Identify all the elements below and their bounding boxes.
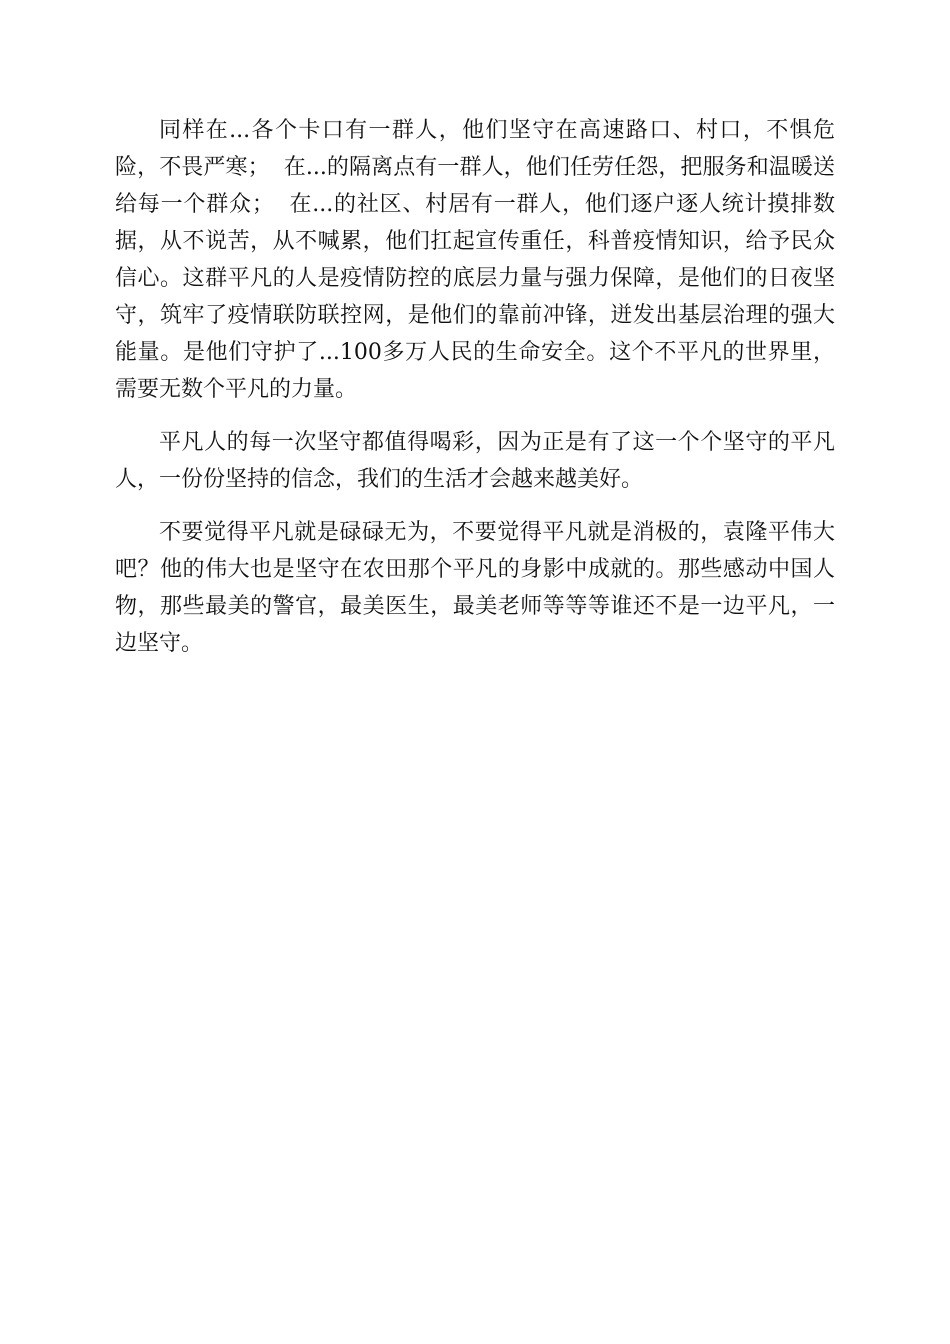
document-body bbox=[115, 112, 835, 678]
paragraph-1: 同样在...各个卡口有一群人，他们坚守在高速路口、村口，不惧危险，不畏严寒； 在...的隔离点有一群人，他们任劳任怨，把服务和温暖送给每一个群众； 在...的社区、村居有一群人，他们逐户逐人统计摸排数据，从不说苦，从不喊累，他们扛起宣传重任，科普疫情知识，给予民众信心。这群平凡的人是疫情防控的底层力量与强力保障，是他们的日夜坚守，筑牢了疫情联防联控网，是他们的靠前冲锋，迸发出基层治理的强大能量。是他们守护了...100多万人民的生命安全。这个不平凡的世界里，需要无数个平凡的力量。 bbox=[115, 118, 835, 402]
paragraph-3: 不要觉得平凡就是碌碌无为，不要觉得平凡就是消极的，袁隆平伟大吧？他的伟大也是坚守在农田那个平凡的身影中成就的。那些感动中国人物，那些最美的警官，最美医生，最美老师等等等谁还不是一边平凡，一边坚守。 bbox=[115, 520, 835, 656]
paragraph-2: 平凡人的每一次坚守都值得喝彩，因为正是有了这一个个坚守的平凡人，一份份坚持的信念，我们的生活才会越来越美好。 bbox=[115, 430, 835, 492]
